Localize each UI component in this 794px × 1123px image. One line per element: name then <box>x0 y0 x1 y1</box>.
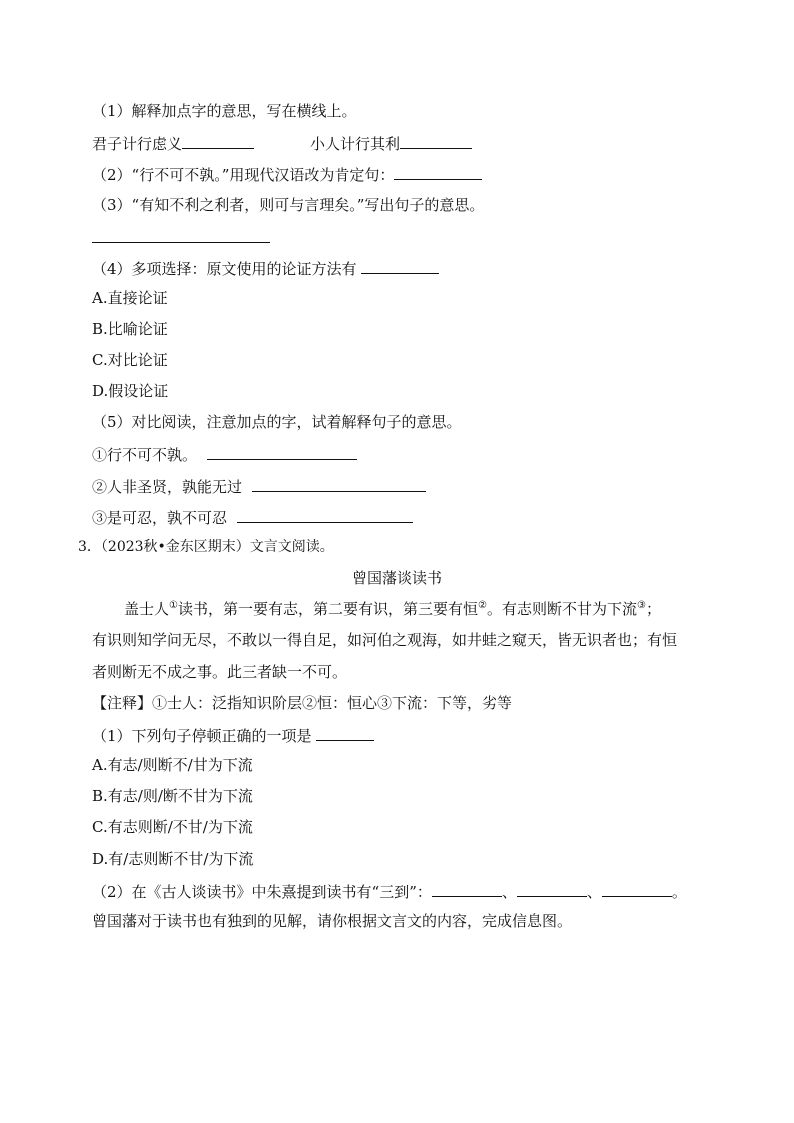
option-c-text: C.对比论证 <box>92 351 168 369</box>
q3-option-c-text: C.有志则断/不甘/为下流 <box>92 818 253 836</box>
q2-comp-1 <box>92 443 357 465</box>
footnote-3-marker: ③ <box>636 600 646 611</box>
answer-blank-q3-sub1[interactable] <box>316 724 374 741</box>
q2-comp-3 <box>92 506 413 528</box>
footnote-2-marker: ② <box>478 600 487 611</box>
answer-blank-comp2[interactable] <box>252 475 426 492</box>
answer-blank-comp3[interactable] <box>237 506 413 523</box>
passage-line-3-text: 者则断无不成之事。此三者缺一不可。 <box>92 663 348 681</box>
q2-items-row <box>92 132 254 154</box>
p1-d: ； <box>645 600 661 618</box>
passage-line-2 <box>92 630 677 650</box>
passage-line-2-text: 有识则知学问无尽，不敢以一得自足，如河伯之观海，如井蛙之窥天，皆无识者也；有恒 <box>92 631 678 649</box>
passage-title <box>0 568 794 588</box>
passage-line-1 <box>124 599 661 622</box>
q2-sub1 <box>92 101 357 121</box>
period: 。 <box>671 883 687 901</box>
q2-option-b <box>92 319 168 339</box>
q3-header-text: 3．（2023秋•金东区期末）文言文阅读。 <box>78 539 334 555</box>
option-a-text: A.直接论证 <box>92 289 168 307</box>
q3-option-d <box>92 849 253 869</box>
p1-b: 读书，第一要有志，第二要有识，第三要有恒 <box>177 600 478 618</box>
answer-blank-sandao-2[interactable] <box>517 880 587 897</box>
q3-sub1-text: （1）下列句子停顿正确的一项是 <box>92 727 312 745</box>
option-b-text: B.比喻论证 <box>92 320 168 338</box>
q2-sub5-text: （5）对比阅读，注意加点的字，试着解释句子的意思。 <box>92 413 462 431</box>
answer-blank-sub2[interactable] <box>394 163 482 180</box>
answer-blank-item2[interactable] <box>400 132 472 149</box>
q2-sub1-text: （1）解释加点字的意思，写在横线上。 <box>92 102 357 120</box>
answer-blank-comp1[interactable] <box>207 443 357 460</box>
q2-option-a <box>92 288 168 308</box>
q3-option-b-text: B.有志/则/断不甘为下流 <box>92 787 253 805</box>
separator-1: 、 <box>501 883 517 901</box>
q3-sub2 <box>92 880 687 902</box>
answer-blank-sandao-1[interactable] <box>432 880 502 897</box>
q3-sub2-line2-text: 曾国藩对于读书也有独到的见解，请你根据文言文的内容，完成信息图。 <box>92 912 573 930</box>
option-d-text: D.假设论证 <box>92 382 169 400</box>
q2-sub4 <box>92 257 439 279</box>
p1-c: 。有志则断不甘为下流 <box>486 600 637 618</box>
q2-option-d <box>92 381 168 401</box>
q3-option-a <box>92 755 253 775</box>
footnote-1-marker: ① <box>169 600 178 611</box>
q2-comp-2 <box>92 475 426 497</box>
q3-option-a-text: A.有志/则断不/甘为下流 <box>92 756 253 774</box>
answer-blank-sub4[interactable] <box>361 257 439 274</box>
q3-option-d-text: D.有/志则断不甘/为下流 <box>92 850 254 868</box>
q2-sub3-answer <box>92 226 270 248</box>
q2-item2-text: 小人计行其利 <box>310 135 401 153</box>
q2-sub4-text: （4）多项选择：原文使用的论证方法有 <box>92 260 357 278</box>
q3-option-b <box>92 786 253 806</box>
q2-sub3 <box>92 195 484 215</box>
separator-2: 、 <box>586 883 602 901</box>
q2-sub2-text: （2）“行不可不孰。”用现代汉语改为肯定句： <box>92 166 395 184</box>
q3-sub1 <box>92 724 374 746</box>
q2-sub5 <box>92 412 462 432</box>
comp-3-text: ③是可忍，孰不可忍 <box>92 509 228 527</box>
annotation-note-text: 【注释】①士人：泛指知识阶层②恒：恒心③下流：下等，劣等 <box>92 694 513 712</box>
answer-blank-sandao-3[interactable] <box>602 880 672 897</box>
q3-sub2-text: （2）在《古人谈读书》中朱熹提到读书有“三到”： <box>92 883 432 901</box>
q2-item2-row <box>310 132 472 154</box>
q3-option-c <box>92 817 253 837</box>
answer-blank-item1[interactable] <box>182 132 254 149</box>
q2-option-c <box>92 350 168 370</box>
q2-sub2 <box>92 163 482 185</box>
passage-title-text: 曾国藩谈读书 <box>351 569 442 587</box>
comp-2-text: ②人非圣贤，孰能无过 <box>92 478 243 496</box>
comp-1-text: ①行不可不孰。 <box>92 446 198 464</box>
q2-item1-text: 君子计行虑义 <box>92 135 183 153</box>
q2-sub3-text: （3）“有知不利之利者，则可与言理矣。”写出句子的意思。 <box>92 196 485 214</box>
annotation-note <box>92 693 512 713</box>
passage-line-3 <box>92 662 347 682</box>
p1-a: 盖士人 <box>124 600 170 618</box>
q3-sub2-line2 <box>92 911 572 931</box>
q3-header <box>78 537 334 557</box>
answer-blank-sub3[interactable] <box>92 226 270 243</box>
